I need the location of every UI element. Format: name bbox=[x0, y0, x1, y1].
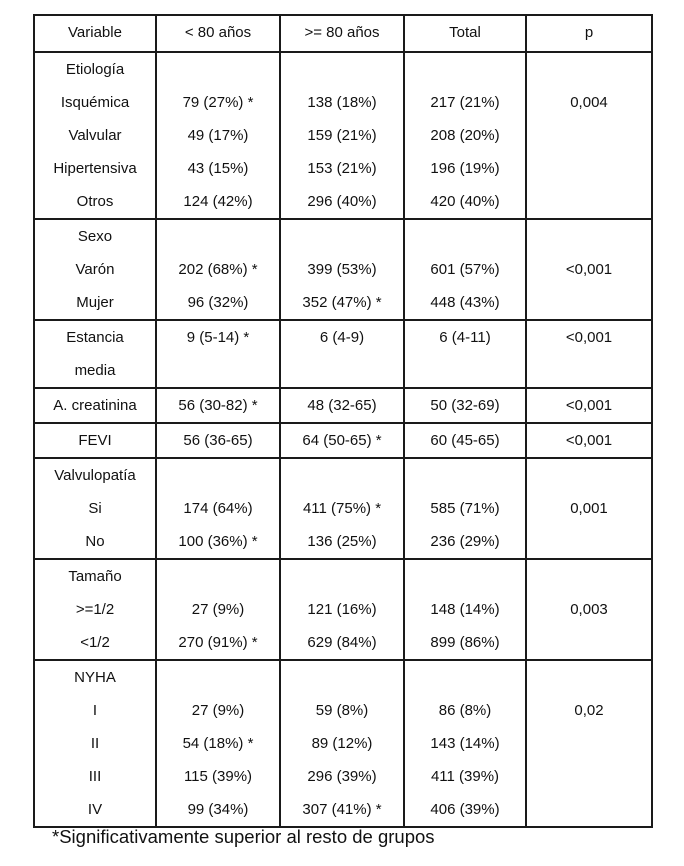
cell-line: Valvular bbox=[68, 127, 122, 144]
cell-line: <0,001 bbox=[565, 397, 613, 414]
cell-line: 217 (21%) bbox=[430, 94, 500, 111]
cell-line: Tamaño bbox=[68, 568, 122, 585]
header-total: Total bbox=[404, 15, 526, 52]
total-cell bbox=[404, 559, 526, 660]
cell-line: 236 (29%) bbox=[430, 533, 500, 550]
cell-line: FEVI bbox=[78, 432, 112, 449]
cell-line: Hipertensiva bbox=[53, 160, 137, 177]
over-80-cell bbox=[280, 219, 404, 320]
cell-line: 100 (36%) * bbox=[178, 533, 258, 550]
cell-line: 9 (5-14) * bbox=[186, 329, 250, 346]
variable-cell bbox=[34, 458, 156, 559]
cell-line: 196 (19%) bbox=[430, 160, 500, 177]
cell-line: 0,001 bbox=[570, 500, 608, 517]
cell-line: 56 (36-65) bbox=[183, 432, 253, 449]
cell-line: 89 (12%) bbox=[311, 735, 373, 752]
results-table-container bbox=[33, 14, 651, 828]
cell-line: media bbox=[74, 362, 116, 379]
p-value-cell bbox=[526, 320, 652, 388]
p-value-cell bbox=[526, 52, 652, 219]
p-value-cell bbox=[526, 423, 652, 458]
table-row bbox=[34, 52, 652, 219]
p-value-cell bbox=[526, 219, 652, 320]
over-80-cell bbox=[280, 320, 404, 388]
cell-line: 296 (40%) bbox=[307, 193, 377, 210]
cell-line: >=1/2 bbox=[75, 601, 115, 618]
cell-line: II bbox=[90, 735, 100, 752]
variable-cell bbox=[34, 219, 156, 320]
cell-line: Si bbox=[88, 500, 102, 517]
over-80-cell bbox=[280, 559, 404, 660]
header-under-80: < 80 años bbox=[156, 15, 280, 52]
p-value-cell bbox=[526, 559, 652, 660]
total-cell bbox=[404, 458, 526, 559]
under-80-cell bbox=[156, 559, 280, 660]
p-value-cell bbox=[526, 458, 652, 559]
cell-line: 406 (39%) bbox=[430, 801, 500, 818]
table-row bbox=[34, 559, 652, 660]
over-80-cell bbox=[280, 660, 404, 827]
cell-line: 411 (75%) * bbox=[302, 500, 382, 517]
cell-line: Varón bbox=[75, 261, 115, 278]
under-80-cell bbox=[156, 52, 280, 219]
variable-cell bbox=[34, 388, 156, 423]
cell-line: <0,001 bbox=[565, 432, 613, 449]
cell-line: 6 (4-9) bbox=[319, 329, 365, 346]
cell-line: 153 (21%) bbox=[307, 160, 377, 177]
variable-cell bbox=[34, 559, 156, 660]
cell-line: 50 (32-69) bbox=[430, 397, 500, 414]
variable-cell bbox=[34, 423, 156, 458]
header-p-value: p bbox=[526, 15, 652, 52]
cell-line: NYHA bbox=[74, 669, 116, 686]
table-row bbox=[34, 423, 652, 458]
total-cell bbox=[404, 320, 526, 388]
under-80-cell bbox=[156, 423, 280, 458]
over-80-cell bbox=[280, 52, 404, 219]
cell-line: 601 (57%) bbox=[430, 261, 500, 278]
cell-line: 56 (30-82) * bbox=[178, 397, 258, 414]
cell-line: 352 (47%) * bbox=[302, 294, 382, 311]
cell-line: Otros bbox=[76, 193, 114, 210]
over-80-cell bbox=[280, 388, 404, 423]
cell-line: 899 (86%) bbox=[430, 634, 500, 651]
cell-line: 124 (42%) bbox=[183, 193, 253, 210]
cell-line: A. creatinina bbox=[53, 397, 137, 414]
cell-line: 148 (14%) bbox=[430, 601, 500, 618]
cell-line: 138 (18%) bbox=[307, 94, 377, 111]
cell-line: 54 (18%) * bbox=[182, 735, 254, 752]
p-value-cell bbox=[526, 388, 652, 423]
cell-line: 208 (20%) bbox=[430, 127, 500, 144]
under-80-cell bbox=[156, 388, 280, 423]
p-value-cell bbox=[526, 660, 652, 827]
results-table bbox=[33, 14, 653, 828]
cell-line: 420 (40%) bbox=[430, 193, 500, 210]
cell-line: Etiología bbox=[65, 61, 125, 78]
cell-line: <0,001 bbox=[565, 261, 613, 278]
header-variable: Variable bbox=[34, 15, 156, 52]
cell-line: Isquémica bbox=[60, 94, 130, 111]
total-cell bbox=[404, 388, 526, 423]
cell-line: 143 (14%) bbox=[430, 735, 500, 752]
cell-line: <1/2 bbox=[80, 634, 110, 651]
total-cell bbox=[404, 423, 526, 458]
cell-line: IV bbox=[87, 801, 103, 818]
cell-line: 64 (50-65) * bbox=[302, 432, 382, 449]
cell-line: Valvulopatía bbox=[54, 467, 136, 484]
table-body bbox=[34, 52, 652, 827]
cell-line: 0,004 bbox=[570, 94, 608, 111]
cell-line: I bbox=[92, 702, 98, 719]
cell-line: 79 (27%) * bbox=[182, 94, 254, 111]
cell-line: 136 (25%) bbox=[307, 533, 377, 550]
cell-line: Mujer bbox=[76, 294, 114, 311]
under-80-cell bbox=[156, 660, 280, 827]
under-80-cell bbox=[156, 458, 280, 559]
cell-line: 399 (53%) bbox=[307, 261, 377, 278]
cell-line: 159 (21%) bbox=[307, 127, 377, 144]
variable-cell bbox=[34, 660, 156, 827]
cell-line: 27 (9%) bbox=[191, 601, 245, 618]
under-80-cell bbox=[156, 320, 280, 388]
table-row bbox=[34, 219, 652, 320]
cell-line: 6 (4-11) bbox=[439, 329, 491, 346]
cell-line: 115 (39%) bbox=[183, 768, 253, 785]
total-cell bbox=[404, 219, 526, 320]
table-row bbox=[34, 320, 652, 388]
total-cell bbox=[404, 660, 526, 827]
cell-line: 174 (64%) bbox=[183, 500, 253, 517]
cell-line: 307 (41%) * bbox=[302, 801, 382, 818]
header-over-80: >= 80 años bbox=[280, 15, 404, 52]
cell-line: 0,003 bbox=[570, 601, 608, 618]
cell-line: 48 (32-65) bbox=[307, 397, 377, 414]
cell-line: 448 (43%) bbox=[430, 294, 500, 311]
cell-line: 43 (15%) bbox=[187, 160, 249, 177]
cell-line: 296 (39%) bbox=[307, 768, 377, 785]
variable-cell bbox=[34, 52, 156, 219]
cell-line: No bbox=[85, 533, 105, 550]
cell-line: 121 (16%) bbox=[307, 601, 377, 618]
over-80-cell bbox=[280, 423, 404, 458]
cell-line: 0,02 bbox=[574, 702, 604, 719]
cell-line: 585 (71%) bbox=[430, 500, 500, 517]
cell-line: 60 (45-65) bbox=[430, 432, 500, 449]
cell-line: 202 (68%) * bbox=[178, 261, 258, 278]
cell-line: 270 (91%) * bbox=[178, 634, 258, 651]
cell-line: 86 (8%) bbox=[438, 702, 492, 719]
cell-line: <0,001 bbox=[565, 329, 613, 346]
total-cell bbox=[404, 52, 526, 219]
cell-line: 27 (9%) bbox=[191, 702, 245, 719]
variable-cell bbox=[34, 320, 156, 388]
cell-line: 49 (17%) bbox=[187, 127, 249, 144]
under-80-cell bbox=[156, 219, 280, 320]
over-80-cell bbox=[280, 458, 404, 559]
cell-line: 411 (39%) bbox=[430, 768, 500, 785]
table-row bbox=[34, 660, 652, 827]
table-row bbox=[34, 388, 652, 423]
footnote: *Significativamente superior al resto de grupos bbox=[52, 826, 435, 847]
cell-line: 629 (84%) bbox=[307, 634, 377, 651]
cell-line: III bbox=[88, 768, 102, 785]
cell-line: Estancia bbox=[66, 329, 124, 346]
cell-line: 99 (34%) bbox=[187, 801, 249, 818]
cell-line: Sexo bbox=[77, 228, 113, 245]
cell-line: 96 (32%) bbox=[187, 294, 249, 311]
header-row bbox=[34, 15, 652, 52]
cell-line: 59 (8%) bbox=[315, 702, 369, 719]
table-row bbox=[34, 458, 652, 559]
